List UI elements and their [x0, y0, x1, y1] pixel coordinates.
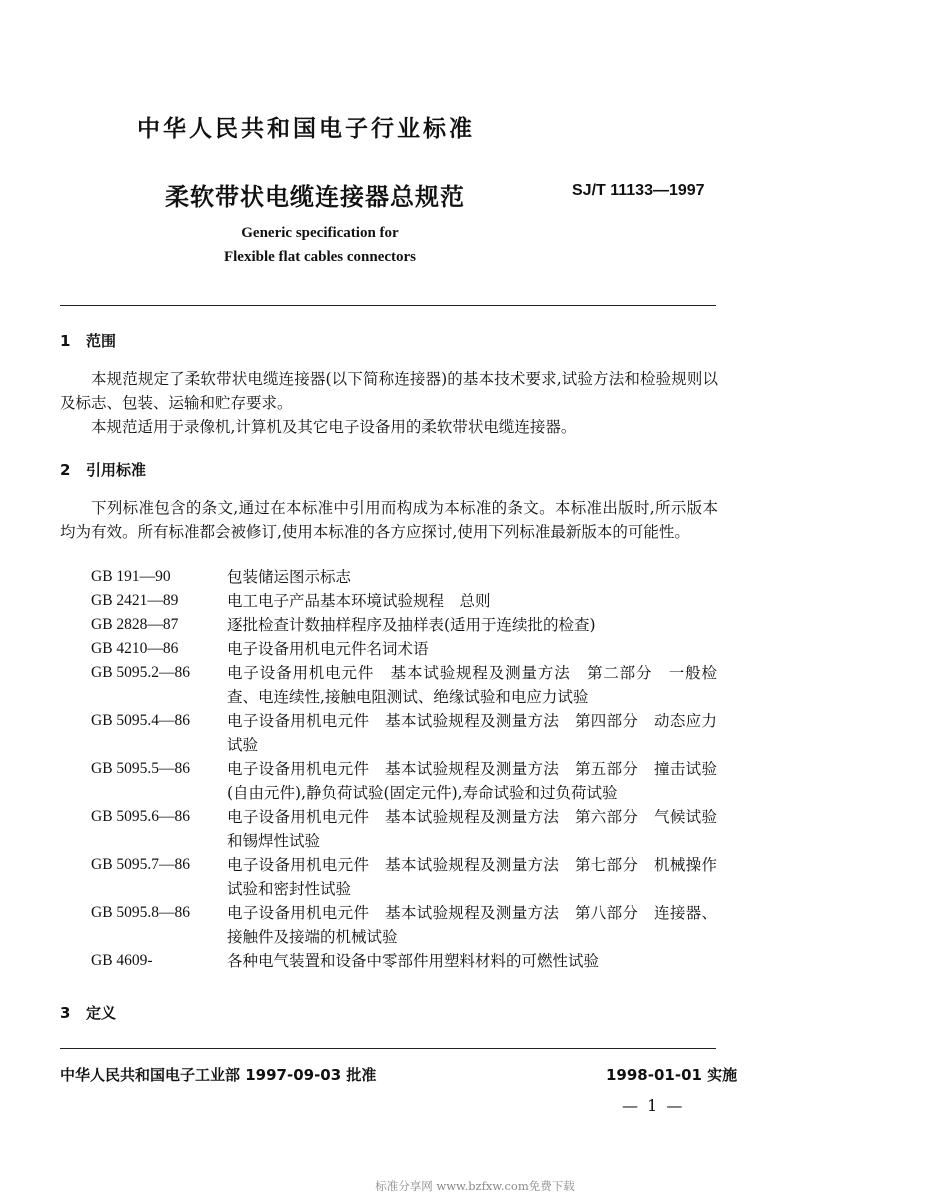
reference-title: 电子设备用机电元件 基本试验规程及测量方法 第八部分 连接器、接触件及接端的机械试验 [227, 904, 717, 946]
reference-item [0, 589, 950, 613]
section-title: 范围 [86, 332, 117, 350]
reference-item [0, 757, 950, 805]
reference-item [0, 613, 950, 637]
section-2-paragraph-1: 下列标准包含的条文,通过在本标准中引用而构成为本标准的条文。本标准出版时,所示版本均为有效。所有标准都会被修订,使用本标准的各方应探讨,使用下列标准最新版本的可能性。 [60, 499, 718, 541]
reference-code: GB 2421—89 [91, 592, 179, 609]
reference-title: 各种电气装置和设备中零部件用塑料材料的可燃性试验 [227, 952, 600, 970]
reference-code: GB 5095.8—86 [91, 904, 191, 921]
reference-title: 电子设备用机电元件 基本试验规程及测量方法 第六部分 气候试验和锡焊性试验 [227, 808, 717, 850]
reference-code: GB 191—90 [91, 568, 171, 585]
standard-category-title: 中华人民共和国电子行业标准 [137, 116, 475, 142]
section-2-heading [60, 459, 146, 480]
section-title: 引用标准 [86, 461, 147, 479]
section-number: 1 [60, 332, 71, 350]
reference-code: GB 5095.7—86 [91, 856, 191, 873]
reference-title: 电子设备用机电元件名词术语 [227, 640, 429, 658]
footer-divider [60, 1048, 716, 1049]
page-number: — 1 — [622, 1096, 685, 1115]
header-divider [60, 305, 716, 306]
effective-date: 1998-01-01 实施 [606, 1066, 738, 1084]
reference-title: 电工电子产品基本环境试验规程 总则 [227, 592, 491, 610]
reference-title: 电子设备用机电元件 基本试验规程及测量方法 第四部分 动态应力试验 [227, 712, 717, 754]
approval-statement: 中华人民共和国电子工业部 1997-09-03 批准 [60, 1066, 377, 1084]
reference-item [0, 661, 950, 709]
section-1-paragraph-2: 本规范适用于录像机,计算机及其它电子设备用的柔软带状电缆连接器。 [91, 418, 577, 436]
reference-item [0, 709, 950, 757]
reference-title: 逐批检查计数抽样程序及抽样表(适用于连续批的检查) [227, 616, 596, 634]
reference-code: GB 4609- [91, 952, 153, 969]
reference-item [0, 637, 950, 661]
reference-item [0, 565, 950, 589]
reference-code: GB 5095.4—86 [91, 712, 191, 729]
reference-item [0, 901, 950, 949]
english-title-line-1: Generic specification for [241, 225, 399, 241]
section-title: 定义 [86, 1004, 117, 1022]
site-watermark: 标准分享网 www.bzfxw.com免费下载 [375, 1179, 575, 1193]
section-number: 3 [60, 1004, 71, 1022]
reference-title: 电子设备用机电元件 基本试验规程及测量方法 第七部分 机械操作试验和密封性试验 [227, 856, 717, 898]
section-3-heading [60, 1002, 116, 1023]
section-1-paragraph-1: 本规范规定了柔软带状电缆连接器(以下简称连接器)的基本技术要求,试验方法和检验规则以及标志、包装、运输和贮存要求。 [60, 370, 718, 412]
reference-title: 电子设备用机电元件 基本试验规程及测量方法 第五部分 撞击试验(自由元件),静负荷试验(固定元件),寿命试验和过负荷试验 [227, 760, 717, 802]
reference-title: 包装储运图示标志 [227, 568, 352, 586]
english-title-line-2: Flexible flat cables connectors [223, 249, 417, 265]
section-number: 2 [60, 461, 71, 479]
reference-list [0, 565, 950, 973]
reference-code: GB 5095.2—86 [91, 664, 191, 681]
reference-title: 电子设备用机电元件 基本试验规程及测量方法 第二部分 一般检查、电连续性,接触电阻测试、绝缘试验和电应力试验 [227, 664, 717, 706]
reference-item [0, 805, 950, 853]
reference-code: GB 2828—87 [91, 616, 179, 633]
reference-code: GB 4210—86 [91, 640, 179, 657]
section-1-heading [60, 330, 116, 351]
document-title: 柔软带状电缆连接器总规范 [165, 183, 465, 211]
reference-code: GB 5095.6—86 [91, 808, 191, 825]
document-code: SJ/T 11133—1997 [572, 182, 705, 199]
reference-code: GB 5095.5—86 [91, 760, 191, 777]
reference-item [0, 853, 950, 901]
reference-item [0, 949, 950, 973]
